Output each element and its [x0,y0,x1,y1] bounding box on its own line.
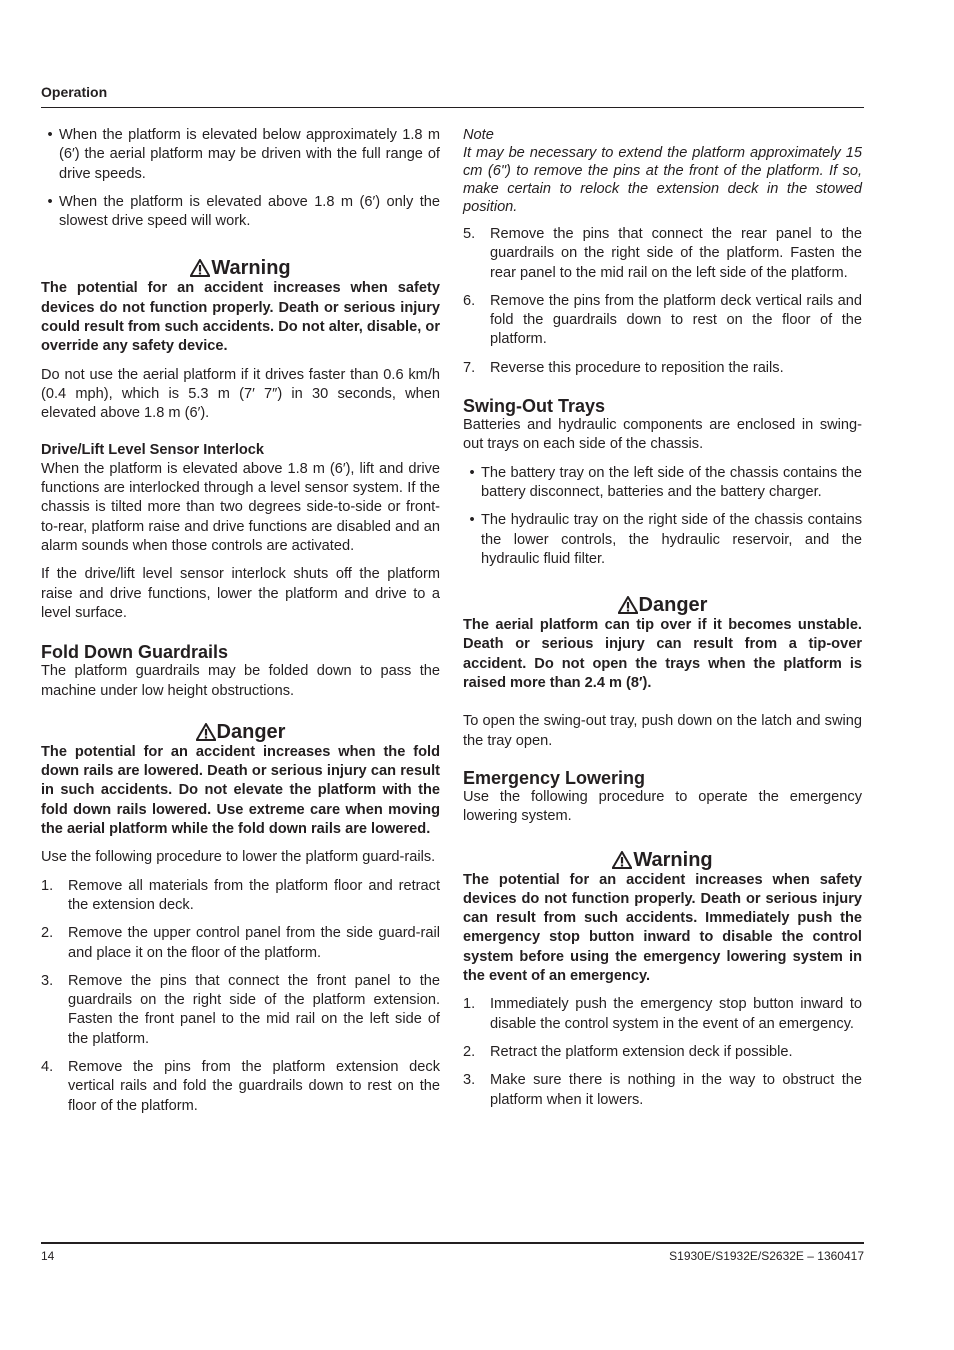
footer-rule [41,1242,864,1244]
step-number: 3. [463,1072,476,1089]
speed-paragraph: Do not use the aerial platform if it drives faster than 0.6 km/h (0.4 mph), which is 5.3 m (7′ 7″) in 30 seconds, when elevated above 1.8 m (6′). [41,366,440,422]
bullet-item [463,511,862,569]
step-text: Remove all materials from the platform floor and retract the extension deck. [68,877,440,913]
open-tray-paragraph: To open the swing-out tray, push down on the latch and swing the tray open. [463,713,862,749]
numbered-step [41,924,440,963]
interlock-heading: Drive/Lift Level Sensor Interlock [41,441,265,458]
section-title: Operation [41,84,108,100]
step-text: Remove the pins from the platform extension deck vertical rails and fold the guardrails down to rest on the floor of the platform. [68,1058,440,1114]
interlock-paragraph: If the drive/lift level sensor interlock shuts off the platform raise and drive functions, lower the platform and drive to a level surface. [41,566,440,621]
procedure-intro: Use the following procedure to lower the platform guard-rails. [41,849,436,866]
step-text: Reverse this procedure to reposition the rails. [490,359,784,376]
step-text: Retract the platform extension deck if possible. [490,1043,793,1060]
trays-intro: Batteries and hydraulic components are enclosed in swing-out trays on each side of the chassis. [463,417,862,453]
bullet-mark: • [47,127,53,143]
step-number: 5. [463,226,476,242]
bullet-text: When the platform is elevated above 1.8 m (6′) only the slowest drive speed will work. [59,193,440,230]
numbered-step [41,1058,440,1116]
bullet-text: The hydraulic tray on the right side of the chassis contains the lower controls, the hydraulic reservoir, and the hydraulic fluid filter. [481,512,862,567]
warning-title: Warning [633,848,713,871]
step-number: 1. [41,877,54,894]
step-text: Immediately push the emergency stop button inward to disable the control system in the event of an emergency. [490,996,862,1032]
step-text: Make sure there is nothing in the way to obstruct the platform when it lowers. [490,1072,862,1108]
right-column [463,126,862,1110]
bullet-item [463,464,862,503]
step-text: Remove the pins that connect the front panel to the guardrails on the right side of the platform extension. Fasten the front panel to the mid rail on the left side of the platform. [68,972,440,1047]
step-text: Remove the pins that connect the rear panel to the guardrails on the right side of the platform. Fasten the rear panel to the mid rail on the left side of the platform. [490,226,862,281]
warning-triangle-icon [618,596,638,614]
numbered-step [463,1043,862,1062]
numbered-step [463,225,862,283]
step-number: 2. [41,925,54,942]
header-rule [41,107,864,108]
lowering-intro: Use the following procedure to operate the emergency lowering system. [463,788,862,825]
warning-heading [41,257,440,279]
numbered-step [463,995,862,1034]
guardrails-heading: Fold Down Guardrails [41,642,229,663]
interlock-paragraph: When the platform is elevated above 1.8 m (6′), lift and drive functions are interlocked through a level sensor system. If the chassis is tilted more than two degrees side-to-side or front-to-rear, platform raise and drive functions are disabled and an alarm sounds when those controls are activated. [41,460,440,555]
danger-title: Danger [638,594,708,617]
note-text: It may be necessary to extend the platform approximately 15 cm (6") to remove the pins at the front of the platform. If so, make certain to relock the extension deck in the stowed position. [463,145,862,215]
warning-heading [463,849,862,871]
bullet-text: The battery tray on the left side of the chassis contains the battery disconnect, batteries and the battery charger. [481,464,862,500]
danger-heading [463,594,862,616]
numbered-step [463,1071,862,1110]
step-number: 3. [41,972,54,989]
danger-text: The aerial platform can tip over if it becomes unstable. Death or serious injury can result from a tip-over accident. Do not open the trays when the platform is raised more than 2.4 m (8′). [463,617,862,692]
warning-text: The potential for an accident increases when safety devices do not function properly. Death or serious injury could result from such accidents. Do not alter, disable, or override any safety device. [41,280,440,355]
step-number: 7. [463,359,476,376]
step-number: 1. [463,996,476,1013]
warning-text: The potential for an accident increases when safety devices do not function properly. Death or serious injury can result from such accidents. Immediately push the emergency stop button inward to disable the control system before using the emergency lowering system in the event of an emergency. [463,871,862,985]
bullet-item [41,193,440,232]
page-number: 14 [41,1249,55,1263]
danger-title: Danger [216,720,286,743]
step-text: Remove the pins from the platform deck vertical rails and fold the guardrails down to rest on the floor of the platform. [490,292,862,348]
step-number: 4. [41,1058,54,1075]
warning-title: Warning [211,257,291,280]
numbered-step [41,877,440,916]
bullet-item [41,126,440,184]
danger-heading [41,721,440,743]
step-number: 6. [463,292,476,309]
warning-triangle-icon [196,723,216,741]
step-text: Remove the upper control panel from the side guard-rail and place it on the floor of the platform. [68,925,440,961]
bullet-mark: • [469,512,475,529]
guardrails-intro: The platform guardrails may be folded down to pass the machine under low height obstructions. [41,663,440,699]
bullet-mark: • [47,193,53,210]
danger-text: The potential for an accident increases when the fold down rails are lowered. Death or serious injury can result in such accidents. Do not elevate the platform with the fold down rails lowered. Use extreme care when moving the aerial platform while the fold down rails are lowered. [41,743,440,838]
numbered-step [463,359,862,378]
left-column [41,126,440,1116]
step-number: 2. [463,1043,476,1060]
numbered-step [41,972,440,1049]
bullet-mark: • [469,464,475,481]
lowering-heading: Emergency Lowering [463,767,646,788]
note-label: Note [463,127,494,143]
numbered-step [463,292,862,350]
bullet-text: When the platform is elevated below approximately 1.8 m (6′) the aerial platform may be driven with the full range of drive speeds. [59,127,440,182]
document-id: S1930E/S1932E/S2632E – 1360417 [669,1249,864,1263]
trays-heading: Swing-Out Trays [463,396,606,417]
warning-triangle-icon [190,259,210,277]
warning-triangle-icon [612,851,632,869]
